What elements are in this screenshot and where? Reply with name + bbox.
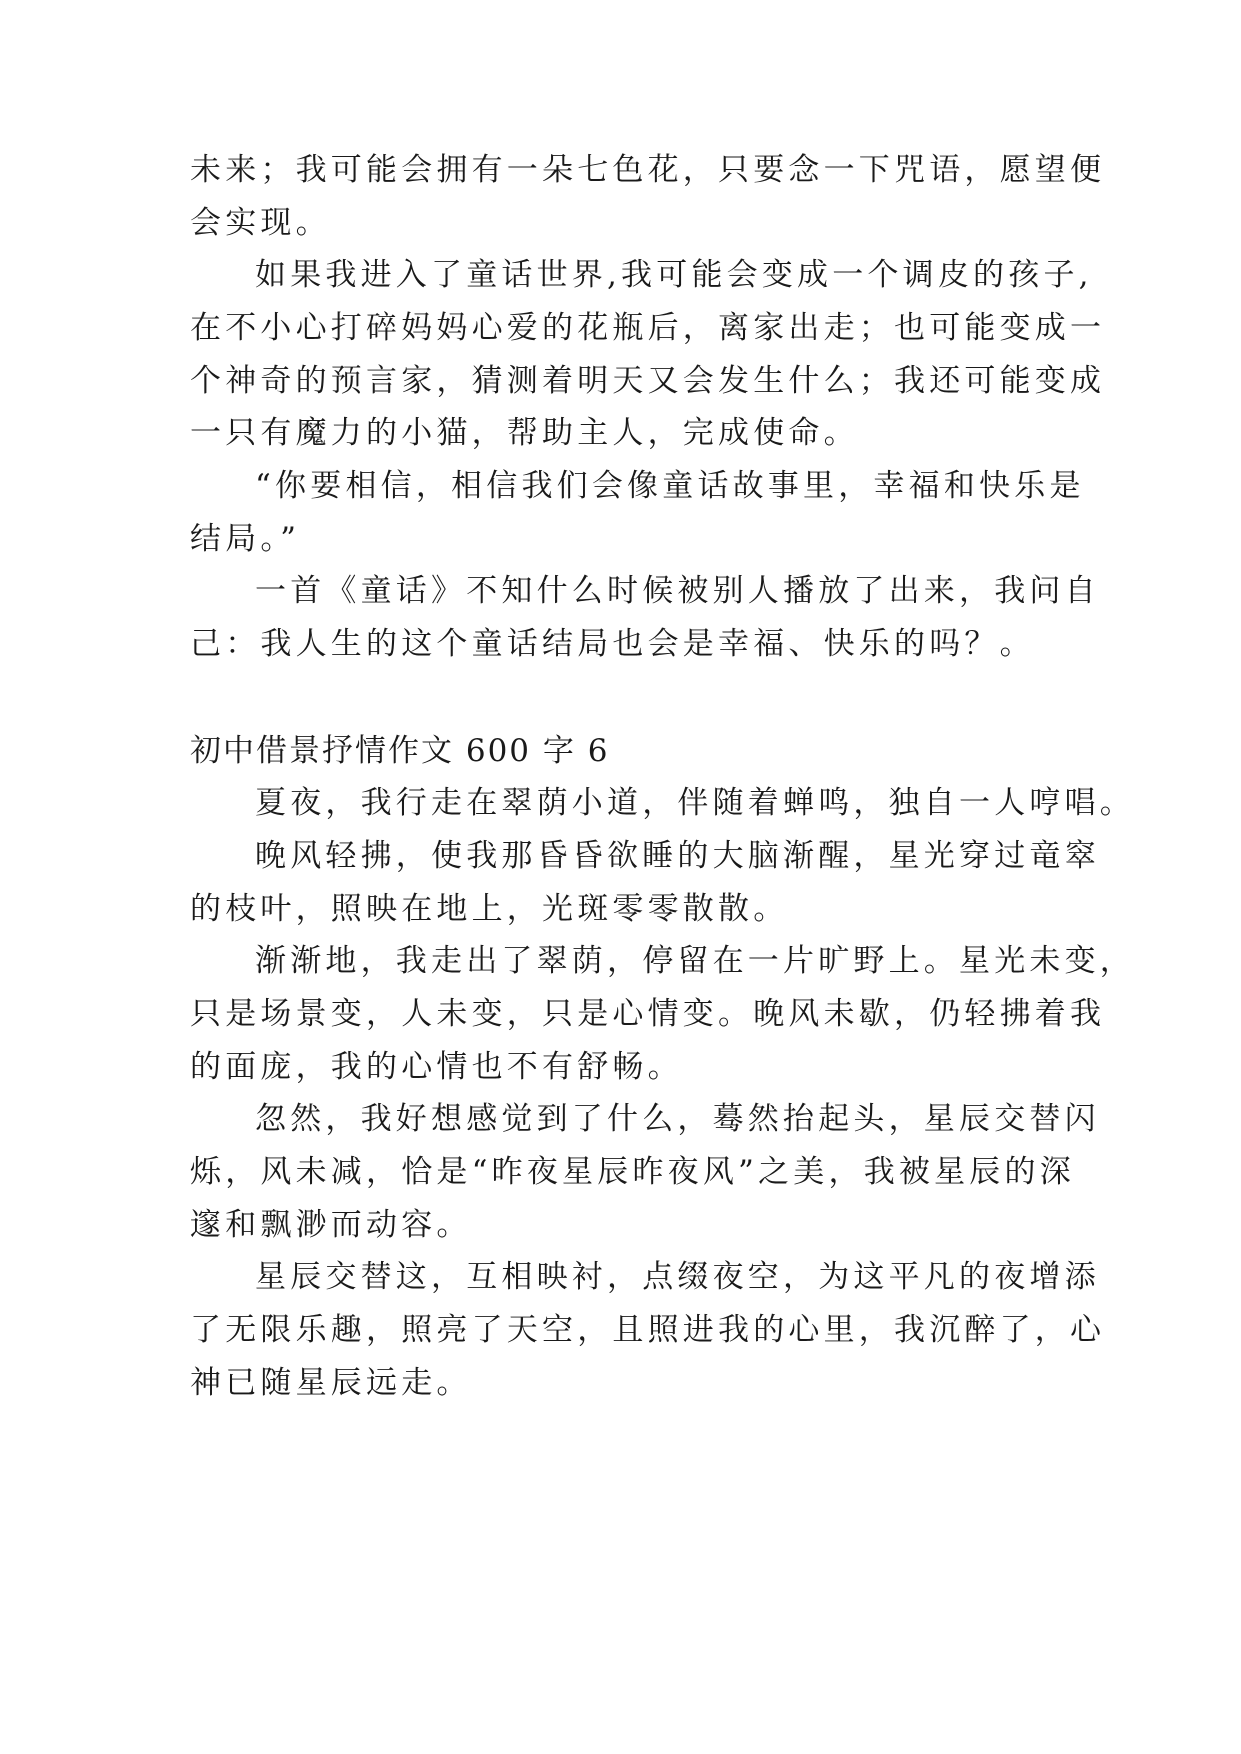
section-heading: 初中借景抒情作文 600 字 6 [190, 733, 610, 769]
paragraph-first-line: 晚风轻拂，使我那昏昏欲睡的大脑渐醒，星光穿过竜窣 [255, 838, 1100, 874]
paragraph-first-line: 忽然，我好想感觉到了什么，蓦然抬起头，星辰交替闪 [255, 1101, 1100, 1137]
text-line: 未来；我可能会拥有一朵七色花，只要念一下咒语，愿望便 [190, 152, 1106, 188]
text-line: 在不小心打碎妈妈心爱的花瓶后，离家出走；也可能变成一 [190, 310, 1106, 346]
paragraph-first-line: “你要相信，相信我们会像童话故事里，幸福和快乐是 [255, 468, 1085, 504]
text-line: 的面庞，我的心情也不有舒畅。 [190, 1049, 683, 1085]
paragraph-first-line: 一首《童话》不知什么时候被别人播放了出来，我问自 [255, 573, 1100, 609]
text-line: 只是场景变，人未变，只是心情变。晚风未歇，仍轻拂着我 [190, 996, 1106, 1032]
text-line: 一只有魔力的小猫，帮助主人，完成使命。 [190, 415, 859, 451]
paragraph-first-line: 渐渐地，我走出了翠荫，停留在一片旷野上。星光未变， [255, 943, 1135, 979]
paragraph-first-line: 夏夜，我行走在翠荫小道，伴随着蝉鸣，独自一人哼唱。 [255, 785, 1135, 821]
paragraph-first-line: 星辰交替这，互相映衬，点缀夜空，为这平凡的夜增添 [255, 1259, 1100, 1295]
text-line: 邃和飘渺而动容。 [190, 1207, 472, 1243]
text-line: 结局。” [190, 521, 301, 557]
text-line: 了无限乐趣，照亮了天空，且照进我的心里，我沉醉了，心 [190, 1312, 1106, 1348]
text-line: 会实现。 [190, 205, 331, 241]
paragraph-first-line: 如果我进入了童话世界,我可能会变成一个调皮的孩子, [255, 257, 1093, 293]
text-line: 己：我人生的这个童话结局也会是幸福、快乐的吗？。 [190, 626, 1035, 662]
text-line: 个神奇的预言家，猜测着明天又会发生什么；我还可能变成 [190, 363, 1106, 399]
text-line: 的枝叶，照映在地上，光斑零零散散。 [190, 891, 789, 927]
text-line: 烁，风未减，恰是“昨夜星辰昨夜风”之美，我被星辰的深 [190, 1154, 1075, 1190]
text-line: 神已随星辰远走。 [190, 1365, 472, 1401]
